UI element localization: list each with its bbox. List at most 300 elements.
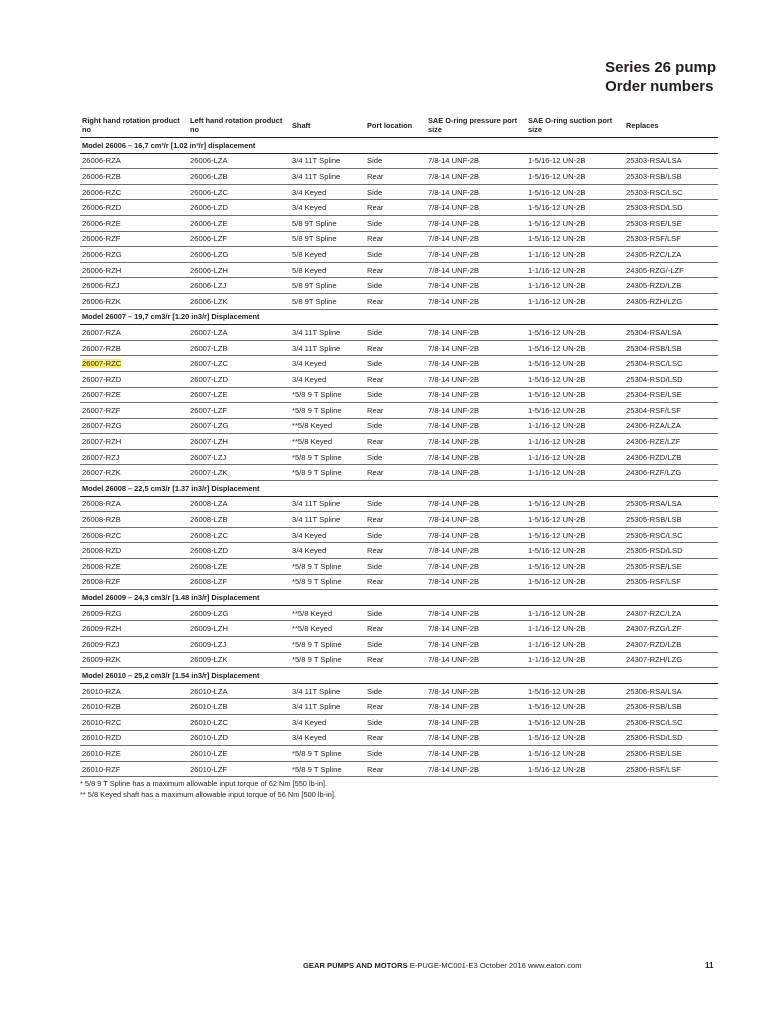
cell-shaft: *5/8 9 T Spline	[290, 559, 365, 575]
cell-port-location: Side	[365, 387, 426, 403]
cell-pressure-port: 7/8-14 UNF-2B	[426, 465, 526, 481]
cell-pressure-port: 7/8-14 UNF-2B	[426, 543, 526, 559]
table-row	[80, 200, 718, 216]
cell-pressure-port: 7/8-14 UNF-2B	[426, 449, 526, 465]
cell-lh-product: 26006-LZA	[188, 153, 290, 169]
table-row	[80, 215, 718, 231]
cell-shaft: 3/4 11T Spline	[290, 325, 365, 341]
cell-port-location: Rear	[365, 730, 426, 746]
table-header-row	[80, 113, 718, 138]
model-group-header	[80, 309, 718, 325]
cell-shaft: 5/8 9T Spline	[290, 231, 365, 247]
cell-suction-port: 1-1/16-12 UN-2B	[526, 652, 624, 668]
cell-replaces: 25304-RSD/LSD	[624, 371, 718, 387]
cell-lh-product: 26008-LZE	[188, 559, 290, 575]
cell-pressure-port: 7/8-14 UNF-2B	[426, 574, 526, 590]
cell-rh-product: 26006-RZG	[80, 247, 188, 263]
cell-shaft: 3/4 Keyed	[290, 356, 365, 372]
model-group-header	[80, 138, 718, 154]
cell-lh-product: 26006-LZD	[188, 200, 290, 216]
table-row	[80, 574, 718, 590]
cell-suction-port: 1-1/16-12 UN-2B	[526, 293, 624, 309]
cell-pressure-port: 7/8-14 UNF-2B	[426, 761, 526, 777]
cell-port-location: Rear	[365, 293, 426, 309]
cell-suction-port: 1-5/16-12 UN-2B	[526, 169, 624, 185]
cell-suction-port: 1-1/16-12 UN-2B	[526, 605, 624, 621]
cell-port-location: Rear	[365, 403, 426, 419]
cell-pressure-port: 7/8-14 UNF-2B	[426, 403, 526, 419]
table-row	[80, 356, 718, 372]
cell-suction-port: 1-5/16-12 UN-2B	[526, 387, 624, 403]
cell-lh-product: 26007-LZH	[188, 434, 290, 450]
cell-suction-port: 1-5/16-12 UN-2B	[526, 527, 624, 543]
cell-replaces: 25306-RSF/LSF	[624, 761, 718, 777]
footer-section: GEAR PUMPS AND MOTORS	[303, 961, 408, 970]
cell-shaft: 3/4 Keyed	[290, 371, 365, 387]
cell-suction-port: 1-5/16-12 UN-2B	[526, 403, 624, 419]
cell-port-location: Side	[365, 418, 426, 434]
cell-rh-product: 26006-RZA	[80, 153, 188, 169]
cell-shaft: 3/4 11T Spline	[290, 683, 365, 699]
title-line-2: Order numbers	[605, 78, 714, 95]
cell-shaft: *5/8 9 T Spline	[290, 465, 365, 481]
cell-rh-product: 26007-RZK	[80, 465, 188, 481]
header-lh-product: Left hand rotation product no	[188, 113, 290, 138]
table-row	[80, 699, 718, 715]
cell-rh-product: 26009-RZG	[80, 605, 188, 621]
table-row	[80, 637, 718, 653]
cell-lh-product: 26006-LZK	[188, 293, 290, 309]
table-row	[80, 231, 718, 247]
header-suction-port: SAE O-ring suction port size	[526, 113, 624, 138]
cell-lh-product: 26008-LZD	[188, 543, 290, 559]
cell-suction-port: 1-5/16-12 UN-2B	[526, 340, 624, 356]
cell-shaft: 5/8 9T Spline	[290, 278, 365, 294]
table-row	[80, 247, 718, 263]
cell-lh-product: 26010-LZF	[188, 761, 290, 777]
table-row	[80, 746, 718, 762]
cell-pressure-port: 7/8-14 UNF-2B	[426, 184, 526, 200]
cell-lh-product: 26006-LZE	[188, 215, 290, 231]
cell-suction-port: 1-5/16-12 UN-2B	[526, 730, 624, 746]
table-row	[80, 153, 718, 169]
footnote-2: ** 5/8 Keyed shaft has a maximum allowable input torque of 56 Nm [500 lb-in].	[80, 790, 336, 799]
table-row	[80, 512, 718, 528]
cell-replaces: 25303-RSD/LSD	[624, 200, 718, 216]
model-label: Model 26006 – 16,7 cm³/r [1.02 in³/r] displacement	[80, 138, 718, 154]
table-row	[80, 418, 718, 434]
cell-pressure-port: 7/8-14 UNF-2B	[426, 434, 526, 450]
table-row	[80, 340, 718, 356]
cell-replaces: 25304-RSC/LSC	[624, 356, 718, 372]
cell-port-location: Side	[365, 559, 426, 575]
cell-shaft: *5/8 9 T Spline	[290, 637, 365, 653]
cell-lh-product: 26006-LZG	[188, 247, 290, 263]
cell-port-location: Rear	[365, 699, 426, 715]
cell-lh-product: 26007-LZB	[188, 340, 290, 356]
cell-shaft: 3/4 Keyed	[290, 730, 365, 746]
cell-port-location: Side	[365, 215, 426, 231]
cell-port-location: Side	[365, 746, 426, 762]
cell-rh-product: 26009-RZH	[80, 621, 188, 637]
cell-port-location: Rear	[365, 231, 426, 247]
cell-port-location: Side	[365, 184, 426, 200]
cell-rh-product: 26008-RZF	[80, 574, 188, 590]
table-row	[80, 278, 718, 294]
cell-pressure-port: 7/8-14 UNF-2B	[426, 169, 526, 185]
cell-lh-product: 26009-LZJ	[188, 637, 290, 653]
cell-port-location: Rear	[365, 652, 426, 668]
cell-lh-product: 26008-LZF	[188, 574, 290, 590]
cell-replaces: 25303-RSA/LSA	[624, 153, 718, 169]
cell-shaft: 3/4 11T Spline	[290, 340, 365, 356]
table-row	[80, 683, 718, 699]
cell-suction-port: 1-5/16-12 UN-2B	[526, 356, 624, 372]
header-port-location: Port location	[365, 113, 426, 138]
cell-suction-port: 1-5/16-12 UN-2B	[526, 215, 624, 231]
cell-suction-port: 1-1/16-12 UN-2B	[526, 262, 624, 278]
header-shaft: Shaft	[290, 113, 365, 138]
cell-rh-product: 26010-RZB	[80, 699, 188, 715]
cell-suction-port: 1-5/16-12 UN-2B	[526, 496, 624, 512]
footnote-1: * 5/8 9 T Spline has a maximum allowable input torque of 62 Nm [550 lb-in].	[80, 779, 328, 788]
cell-lh-product: 26006-LZB	[188, 169, 290, 185]
cell-replaces: 25306-RSA/LSA	[624, 683, 718, 699]
cell-rh-product: 26006-RZE	[80, 215, 188, 231]
cell-port-location: Side	[365, 683, 426, 699]
cell-pressure-port: 7/8-14 UNF-2B	[426, 527, 526, 543]
cell-port-location: Side	[365, 714, 426, 730]
title-line-1: Series 26 pump	[605, 59, 716, 76]
cell-port-location: Rear	[365, 512, 426, 528]
table-row	[80, 496, 718, 512]
cell-port-location: Side	[365, 356, 426, 372]
cell-rh-product: 26010-RZA	[80, 683, 188, 699]
cell-pressure-port: 7/8-14 UNF-2B	[426, 512, 526, 528]
cell-replaces: 25305-RSD/LSD	[624, 543, 718, 559]
cell-shaft: 5/8 9T Spline	[290, 215, 365, 231]
cell-rh-product: 26009-RZK	[80, 652, 188, 668]
cell-pressure-port: 7/8-14 UNF-2B	[426, 605, 526, 621]
cell-suction-port: 1-5/16-12 UN-2B	[526, 543, 624, 559]
cell-replaces: 24306-RZD/LZB	[624, 449, 718, 465]
table-body	[80, 138, 718, 777]
cell-shaft: 3/4 11T Spline	[290, 169, 365, 185]
cell-replaces: 24306-RZF/LZG	[624, 465, 718, 481]
cell-pressure-port: 7/8-14 UNF-2B	[426, 371, 526, 387]
cell-pressure-port: 7/8-14 UNF-2B	[426, 714, 526, 730]
cell-lh-product: 26006-LZJ	[188, 278, 290, 294]
cell-lh-product: 26010-LZC	[188, 714, 290, 730]
order-numbers-table	[80, 113, 718, 777]
cell-lh-product: 26007-LZJ	[188, 449, 290, 465]
footnotes	[80, 778, 336, 800]
page-number: 11	[705, 961, 714, 970]
cell-suction-port: 1-1/16-12 UN-2B	[526, 278, 624, 294]
cell-replaces: 24307-RZG/LZF	[624, 621, 718, 637]
cell-shaft: 3/4 Keyed	[290, 200, 365, 216]
cell-replaces: 25304-RSE/LSE	[624, 387, 718, 403]
cell-pressure-port: 7/8-14 UNF-2B	[426, 559, 526, 575]
table-row	[80, 449, 718, 465]
cell-lh-product: 26007-LZD	[188, 371, 290, 387]
cell-port-location: Rear	[365, 371, 426, 387]
cell-pressure-port: 7/8-14 UNF-2B	[426, 637, 526, 653]
cell-replaces: 25306-RSB/LSB	[624, 699, 718, 715]
cell-shaft: *5/8 9 T Spline	[290, 387, 365, 403]
cell-replaces: 25305-RSC/LSC	[624, 527, 718, 543]
table-row	[80, 605, 718, 621]
cell-suction-port: 1-1/16-12 UN-2B	[526, 449, 624, 465]
cell-replaces: 25305-RSF/LSF	[624, 574, 718, 590]
cell-pressure-port: 7/8-14 UNF-2B	[426, 153, 526, 169]
cell-lh-product: 26008-LZC	[188, 527, 290, 543]
cell-pressure-port: 7/8-14 UNF-2B	[426, 683, 526, 699]
cell-rh-product	[80, 356, 188, 372]
cell-rh-product: 26007-RZE	[80, 387, 188, 403]
cell-suction-port: 1-5/16-12 UN-2B	[526, 559, 624, 575]
model-group-header	[80, 668, 718, 684]
cell-replaces: 24307-RZC/LZA	[624, 605, 718, 621]
table-row	[80, 169, 718, 185]
cell-rh-product: 26007-RZD	[80, 371, 188, 387]
cell-port-location: Rear	[365, 761, 426, 777]
cell-suction-port: 1-1/16-12 UN-2B	[526, 465, 624, 481]
cell-rh-product: 26006-RZD	[80, 200, 188, 216]
cell-replaces: 24306-RZE/LZF	[624, 434, 718, 450]
table-row	[80, 543, 718, 559]
cell-suction-port: 1-1/16-12 UN-2B	[526, 418, 624, 434]
cell-shaft: 3/4 11T Spline	[290, 153, 365, 169]
model-label: Model 26009 – 24,3 cm3/r [1.48 in3/r] Displacement	[80, 590, 718, 606]
cell-rh-product: 26006-RZJ	[80, 278, 188, 294]
cell-suction-port: 1-1/16-12 UN-2B	[526, 637, 624, 653]
cell-shaft: 3/4 Keyed	[290, 543, 365, 559]
cell-port-location: Side	[365, 605, 426, 621]
cell-rh-product: 26008-RZE	[80, 559, 188, 575]
cell-port-location: Rear	[365, 543, 426, 559]
cell-port-location: Side	[365, 527, 426, 543]
cell-pressure-port: 7/8-14 UNF-2B	[426, 699, 526, 715]
cell-rh-product: 26008-RZC	[80, 527, 188, 543]
cell-pressure-port: 7/8-14 UNF-2B	[426, 418, 526, 434]
cell-replaces: 25303-RSB/LSB	[624, 169, 718, 185]
cell-suction-port: 1-1/16-12 UN-2B	[526, 434, 624, 450]
cell-suction-port: 1-1/16-12 UN-2B	[526, 247, 624, 263]
cell-lh-product: 26007-LZC	[188, 356, 290, 372]
cell-lh-product: 26006-LZC	[188, 184, 290, 200]
table-row	[80, 652, 718, 668]
cell-pressure-port: 7/8-14 UNF-2B	[426, 730, 526, 746]
cell-pressure-port: 7/8-14 UNF-2B	[426, 231, 526, 247]
cell-replaces: 25304-RSF/LSF	[624, 403, 718, 419]
cell-port-location: Side	[365, 278, 426, 294]
cell-pressure-port: 7/8-14 UNF-2B	[426, 340, 526, 356]
table-row	[80, 371, 718, 387]
cell-lh-product: 26007-LZG	[188, 418, 290, 434]
cell-shaft: **5/8 Keyed	[290, 434, 365, 450]
cell-rh-product: 26008-RZD	[80, 543, 188, 559]
cell-shaft: *5/8 9 T Spline	[290, 574, 365, 590]
cell-suction-port: 1-5/16-12 UN-2B	[526, 371, 624, 387]
cell-replaces: 25305-RSB/LSB	[624, 512, 718, 528]
cell-port-location: Rear	[365, 340, 426, 356]
cell-shaft: 3/4 11T Spline	[290, 699, 365, 715]
cell-port-location: Side	[365, 153, 426, 169]
model-label: Model 26010 – 25,2 cm3/r [1.54 in3/r] Displacement	[80, 668, 718, 684]
cell-suction-port: 1-5/16-12 UN-2B	[526, 574, 624, 590]
table-row	[80, 325, 718, 341]
cell-lh-product: 26009-LZG	[188, 605, 290, 621]
cell-port-location: Side	[365, 247, 426, 263]
cell-port-location: Rear	[365, 574, 426, 590]
page-title	[605, 58, 716, 96]
cell-rh-product: 26006-RZH	[80, 262, 188, 278]
cell-suction-port: 1-5/16-12 UN-2B	[526, 153, 624, 169]
cell-pressure-port: 7/8-14 UNF-2B	[426, 652, 526, 668]
cell-rh-product: 26007-RZA	[80, 325, 188, 341]
cell-lh-product: 26010-LZE	[188, 746, 290, 762]
cell-rh-product: 26007-RZB	[80, 340, 188, 356]
cell-rh-product: 26010-RZD	[80, 730, 188, 746]
cell-lh-product: 26008-LZB	[188, 512, 290, 528]
cell-port-location: Rear	[365, 621, 426, 637]
table-row	[80, 184, 718, 200]
cell-port-location: Side	[365, 325, 426, 341]
table-row	[80, 559, 718, 575]
cell-shaft: *5/8 9 T Spline	[290, 403, 365, 419]
cell-lh-product: 26009-LZK	[188, 652, 290, 668]
cell-shaft: 5/8 Keyed	[290, 262, 365, 278]
cell-pressure-port: 7/8-14 UNF-2B	[426, 262, 526, 278]
page-footer	[303, 961, 582, 970]
cell-suction-port: 1-5/16-12 UN-2B	[526, 761, 624, 777]
cell-pressure-port: 7/8-14 UNF-2B	[426, 325, 526, 341]
cell-shaft: 3/4 11T Spline	[290, 496, 365, 512]
cell-shaft: 3/4 11T Spline	[290, 512, 365, 528]
cell-port-location: Rear	[365, 169, 426, 185]
table-row	[80, 293, 718, 309]
model-label: Model 26007 – 19,7 cm3/r [1.20 in3/r] Displacement	[80, 309, 718, 325]
table-row	[80, 621, 718, 637]
table-row	[80, 387, 718, 403]
table-row	[80, 403, 718, 419]
cell-port-location: Rear	[365, 200, 426, 216]
cell-pressure-port: 7/8-14 UNF-2B	[426, 247, 526, 263]
cell-replaces: 25303-RSE/LSE	[624, 215, 718, 231]
cell-shaft: 3/4 Keyed	[290, 184, 365, 200]
cell-shaft: **5/8 Keyed	[290, 605, 365, 621]
table-row	[80, 434, 718, 450]
table-row	[80, 714, 718, 730]
cell-lh-product: 26009-LZH	[188, 621, 290, 637]
cell-replaces: 24305-RZG/-LZF	[624, 262, 718, 278]
table-row	[80, 527, 718, 543]
highlighted-product: 26007-RZC	[82, 359, 122, 369]
cell-replaces: 24305-RZD/LZB	[624, 278, 718, 294]
cell-rh-product: 26007-RZH	[80, 434, 188, 450]
cell-pressure-port: 7/8-14 UNF-2B	[426, 387, 526, 403]
cell-rh-product: 26007-RZG	[80, 418, 188, 434]
cell-pressure-port: 7/8-14 UNF-2B	[426, 215, 526, 231]
cell-lh-product: 26006-LZF	[188, 231, 290, 247]
cell-port-location: Rear	[365, 465, 426, 481]
cell-rh-product: 26007-RZF	[80, 403, 188, 419]
cell-pressure-port: 7/8-14 UNF-2B	[426, 200, 526, 216]
cell-replaces: 25303-RSC/LSC	[624, 184, 718, 200]
cell-replaces: 24307-RZD/LZB	[624, 637, 718, 653]
cell-suction-port: 1-5/16-12 UN-2B	[526, 683, 624, 699]
cell-replaces: 24305-RZC/LZA	[624, 247, 718, 263]
cell-pressure-port: 7/8-14 UNF-2B	[426, 356, 526, 372]
cell-rh-product: 26010-RZE	[80, 746, 188, 762]
cell-replaces: 25306-RSC/LSC	[624, 714, 718, 730]
cell-lh-product: 26010-LZB	[188, 699, 290, 715]
cell-lh-product: 26007-LZF	[188, 403, 290, 419]
cell-replaces: 24306-RZA/LZA	[624, 418, 718, 434]
table-row	[80, 730, 718, 746]
cell-rh-product: 26006-RZC	[80, 184, 188, 200]
cell-shaft: **5/8 Keyed	[290, 418, 365, 434]
cell-shaft: 5/8 Keyed	[290, 247, 365, 263]
cell-shaft: 3/4 Keyed	[290, 527, 365, 543]
cell-shaft: **5/8 Keyed	[290, 621, 365, 637]
cell-lh-product: 26010-LZA	[188, 683, 290, 699]
cell-lh-product: 26006-LZH	[188, 262, 290, 278]
cell-shaft: 3/4 Keyed	[290, 714, 365, 730]
cell-replaces: 25306-RSD/LSD	[624, 730, 718, 746]
cell-replaces: 24305-RZH/LZG	[624, 293, 718, 309]
cell-lh-product: 26007-LZE	[188, 387, 290, 403]
cell-rh-product: 26009-RZJ	[80, 637, 188, 653]
model-label: Model 26008 – 22,5 cm3/r [1.37 in3/r] Displacement	[80, 481, 718, 497]
cell-rh-product: 26006-RZF	[80, 231, 188, 247]
cell-replaces: 25303-RSF/LSF	[624, 231, 718, 247]
table-row	[80, 761, 718, 777]
cell-suction-port: 1-5/16-12 UN-2B	[526, 184, 624, 200]
cell-replaces: 25306-RSE/LSE	[624, 746, 718, 762]
cell-rh-product: 26010-RZC	[80, 714, 188, 730]
cell-port-location: Rear	[365, 434, 426, 450]
cell-port-location: Side	[365, 449, 426, 465]
table-row	[80, 465, 718, 481]
cell-replaces: 24307-RZH/LZG	[624, 652, 718, 668]
cell-suction-port: 1-5/16-12 UN-2B	[526, 200, 624, 216]
cell-rh-product: 26006-RZB	[80, 169, 188, 185]
header-replaces: Replaces	[624, 113, 718, 138]
cell-suction-port: 1-1/16-12 UN-2B	[526, 621, 624, 637]
cell-rh-product: 26007-RZJ	[80, 449, 188, 465]
cell-rh-product: 26008-RZB	[80, 512, 188, 528]
cell-lh-product: 26010-LZD	[188, 730, 290, 746]
cell-shaft: *5/8 9 T Spline	[290, 746, 365, 762]
header-pressure-port: SAE O-ring pressure port size	[426, 113, 526, 138]
cell-port-location: Side	[365, 637, 426, 653]
cell-replaces: 25305-RSE/LSE	[624, 559, 718, 575]
cell-lh-product: 26007-LZK	[188, 465, 290, 481]
cell-rh-product: 26008-RZA	[80, 496, 188, 512]
cell-pressure-port: 7/8-14 UNF-2B	[426, 621, 526, 637]
cell-shaft: *5/8 9 T Spline	[290, 449, 365, 465]
cell-port-location: Side	[365, 496, 426, 512]
cell-pressure-port: 7/8-14 UNF-2B	[426, 746, 526, 762]
header-rh-product: Right hand rotation product no	[80, 113, 188, 138]
cell-rh-product: 26010-RZF	[80, 761, 188, 777]
cell-port-location: Rear	[365, 262, 426, 278]
cell-pressure-port: 7/8-14 UNF-2B	[426, 278, 526, 294]
cell-lh-product: 26008-LZA	[188, 496, 290, 512]
cell-replaces: 25304-RSA/LSA	[624, 325, 718, 341]
